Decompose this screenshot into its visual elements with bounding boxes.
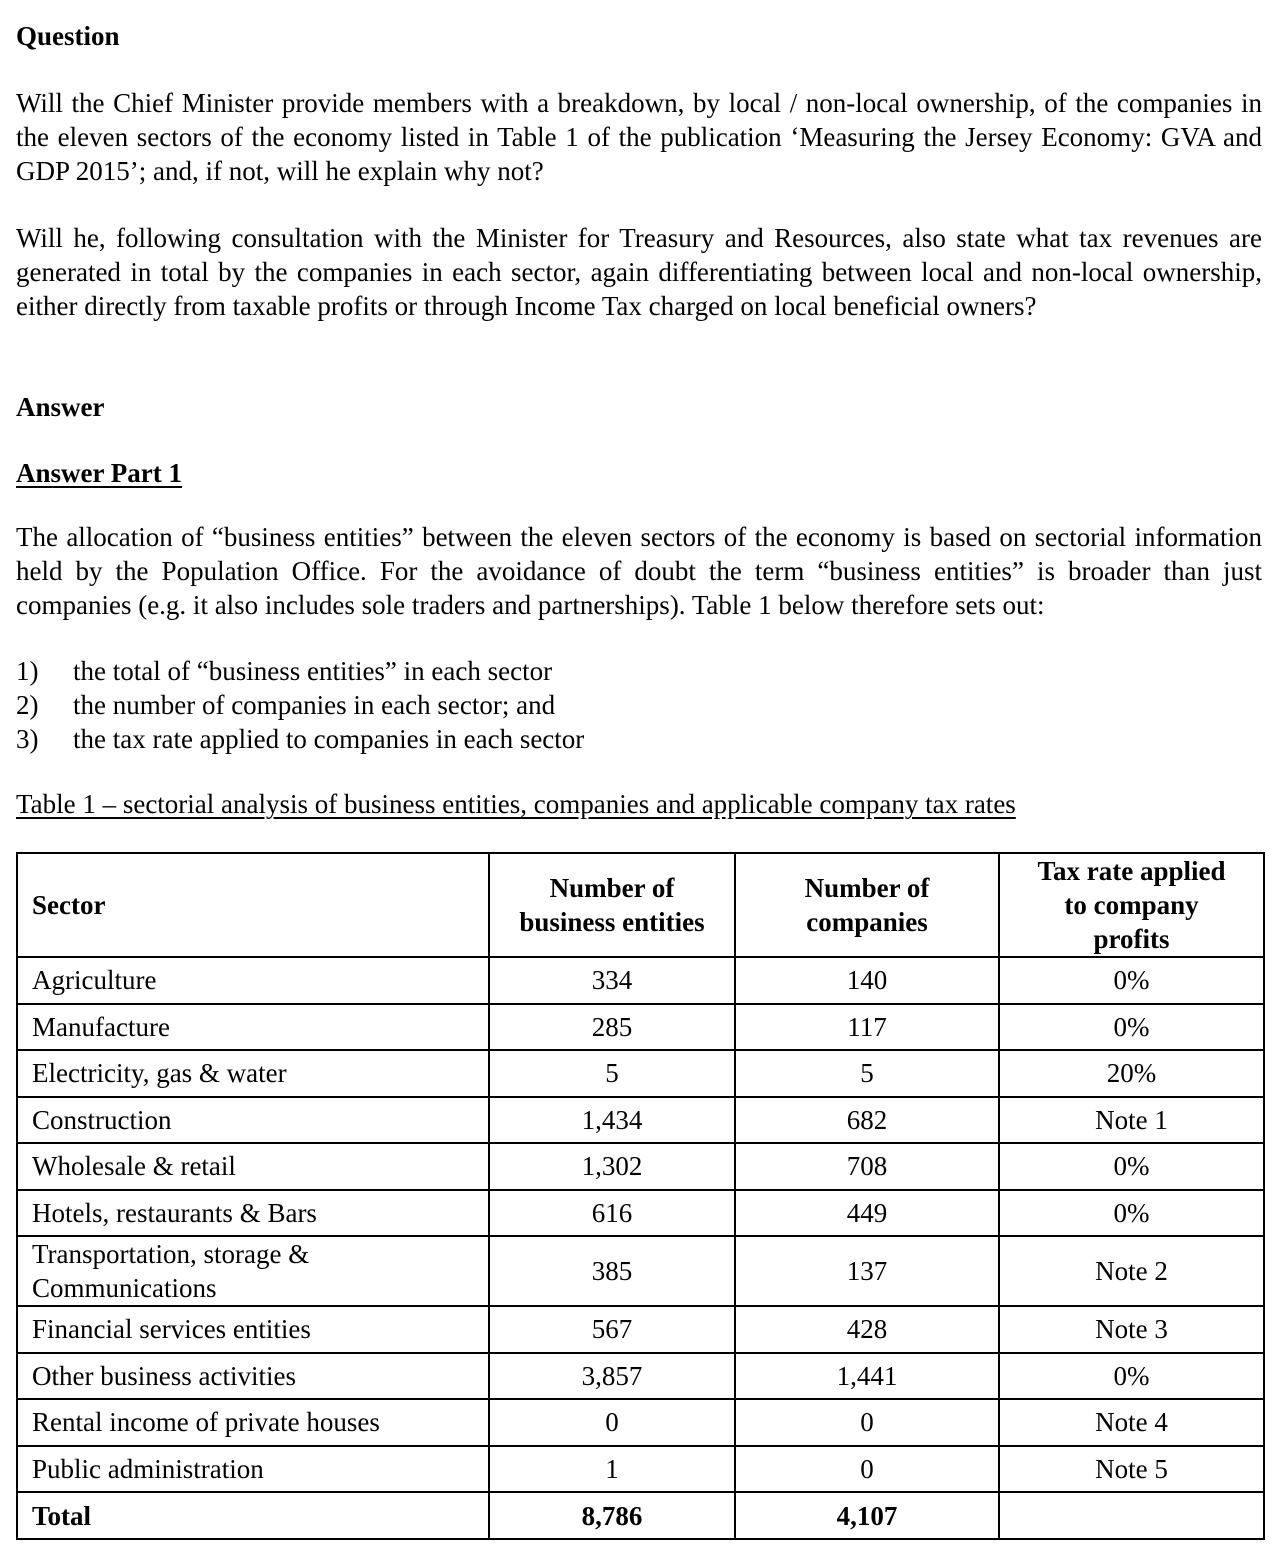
cell-tax-rate: 0% (999, 1353, 1264, 1400)
cell-entities: 1 (489, 1446, 735, 1493)
cell-entities: 285 (489, 1004, 735, 1051)
cell-companies: 428 (735, 1306, 999, 1353)
cell-total-label: Total (17, 1492, 489, 1539)
cell-entities: 3,857 (489, 1353, 735, 1400)
cell-entities: 385 (489, 1236, 735, 1306)
list-item-text: the number of companies in each sector; and (73, 690, 556, 720)
header-companies (735, 853, 999, 957)
list-item-text: the tax rate applied to companies in each sector (73, 724, 585, 754)
header-tax-rate (999, 853, 1264, 957)
list-item-text: the total of “business entities” in each sector (73, 656, 553, 686)
cell-entities: 0 (489, 1399, 735, 1446)
cell-companies: 0 (735, 1399, 999, 1446)
header-business-entities (489, 853, 735, 957)
header-line: profits (1093, 924, 1170, 954)
cell-sector: Manufacture (17, 1004, 489, 1051)
sector-table (16, 852, 1265, 1540)
table-caption: Table 1 – sectorial analysis of business entities, companies and applicable company tax rates (16, 789, 1016, 819)
cell-companies: 0 (735, 1446, 999, 1493)
cell-companies: 117 (735, 1004, 999, 1051)
cell-sector: Other business activities (17, 1353, 489, 1400)
cell-sector: Construction (17, 1097, 489, 1144)
table-row (17, 957, 1264, 1004)
table-header-row (17, 853, 1264, 957)
cell-sector: Public administration (17, 1446, 489, 1493)
table-total-row (17, 1492, 1264, 1539)
cell-entities: 5 (489, 1050, 735, 1097)
cell-total-companies: 4,107 (735, 1492, 999, 1539)
cell-entities: 616 (489, 1190, 735, 1237)
cell-sector: Agriculture (17, 957, 489, 1004)
cell-sector-line: Transportation, storage & (32, 1239, 310, 1269)
cell-tax-rate: Note 5 (999, 1446, 1264, 1493)
cell-companies: 137 (735, 1236, 999, 1306)
table-row (17, 1097, 1264, 1144)
question-heading: Question (16, 21, 120, 51)
cell-tax-rate: Note 2 (999, 1236, 1264, 1306)
table-row (17, 1353, 1264, 1400)
header-line: companies (806, 907, 928, 937)
table-row (17, 1399, 1264, 1446)
cell-companies: 449 (735, 1190, 999, 1237)
cell-companies: 682 (735, 1097, 999, 1144)
cell-tax-rate: Note 4 (999, 1399, 1264, 1446)
table-row (17, 1236, 1264, 1306)
table-row (17, 1004, 1264, 1051)
cell-tax-rate: Note 3 (999, 1306, 1264, 1353)
cell-tax-rate: 20% (999, 1050, 1264, 1097)
cell-entities: 334 (489, 957, 735, 1004)
table-row (17, 1143, 1264, 1190)
cell-sector (17, 1236, 489, 1306)
table-row (17, 1190, 1264, 1237)
list-item (16, 654, 1262, 688)
answer-part1-heading: Answer Part 1 (16, 458, 182, 488)
question-paragraph-1: Will the Chief Minister provide members with a breakdown, by local / non-local ownership, of the companies in the eleven sectors of the economy listed in Table 1 of the publication ‘Measuring the Jersey Economy: GVA and GDP 2015’; and, if not, will he explain why not? (16, 88, 1262, 186)
answer-heading: Answer (16, 392, 105, 422)
answer-list (16, 654, 1262, 756)
cell-entities: 1,302 (489, 1143, 735, 1190)
cell-companies: 5 (735, 1050, 999, 1097)
table-row (17, 1446, 1264, 1493)
list-item (16, 688, 1262, 722)
cell-sector: Wholesale & retail (17, 1143, 489, 1190)
cell-tax-rate: 0% (999, 957, 1264, 1004)
cell-tax-rate: Note 1 (999, 1097, 1264, 1144)
cell-total-tax-rate (999, 1492, 1264, 1539)
cell-tax-rate: 0% (999, 1143, 1264, 1190)
cell-tax-rate: 0% (999, 1004, 1264, 1051)
cell-companies: 708 (735, 1143, 999, 1190)
list-item-number: 3) (16, 724, 39, 754)
header-line: Number of (804, 873, 930, 903)
cell-entities: 1,434 (489, 1097, 735, 1144)
header-line: to company (1064, 890, 1199, 920)
header-sector: Sector (17, 853, 489, 957)
header-line: Number of (549, 873, 675, 903)
cell-sector: Hotels, restaurants & Bars (17, 1190, 489, 1237)
cell-sector-line: Communications (32, 1273, 217, 1303)
list-item (16, 722, 1262, 756)
header-line: business entities (519, 907, 705, 937)
answer-paragraph: The allocation of “business entities” between the eleven sectors of the economy is based on sectorial information held by the Population Office. For the avoidance of doubt the term “business entities” is broader than just companies (e.g. it also includes sole traders and partnerships). Table 1 below therefore sets out: (16, 522, 1262, 620)
list-item-number: 2) (16, 690, 39, 720)
cell-entities: 567 (489, 1306, 735, 1353)
table-row (17, 1306, 1264, 1353)
header-line: Tax rate applied (1037, 856, 1226, 886)
cell-sector: Rental income of private houses (17, 1399, 489, 1446)
cell-sector: Electricity, gas & water (17, 1050, 489, 1097)
cell-total-entities: 8,786 (489, 1492, 735, 1539)
cell-tax-rate: 0% (999, 1190, 1264, 1237)
list-item-number: 1) (16, 656, 39, 686)
question-paragraph-2: Will he, following consultation with the Minister for Treasury and Resources, also state what tax revenues are generated in total by the companies in each sector, again differentiating between local and non-local ownership, either directly from taxable profits or through Income Tax charged on local beneficial owners? (16, 223, 1262, 321)
table-row (17, 1050, 1264, 1097)
cell-companies: 140 (735, 957, 999, 1004)
cell-sector: Financial services entities (17, 1306, 489, 1353)
cell-companies: 1,441 (735, 1353, 999, 1400)
